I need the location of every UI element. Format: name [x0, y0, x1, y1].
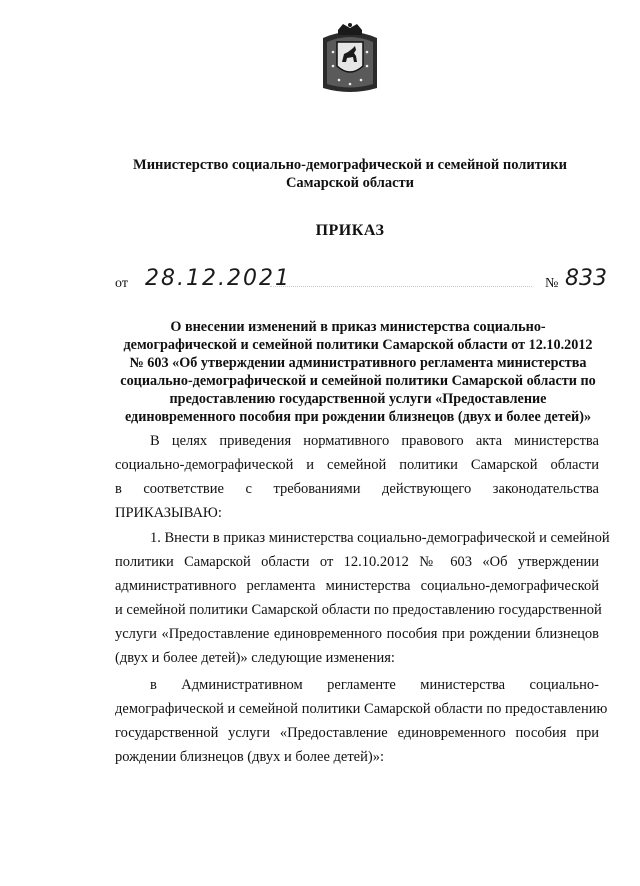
subject-line: социально-демографической и семейной политики Самарской области по — [120, 373, 596, 389]
order-title: ПРИКАЗ — [315, 222, 385, 239]
body-line: демографической и семейной политики Самарской области по предоставлению — [115, 701, 608, 717]
body-line: (двух и более детей)» следующие изменения: — [115, 650, 395, 666]
number-label: № — [545, 276, 559, 291]
subject-line: единовременного пособия при рождении близнецов (двух и более детей)» — [124, 409, 592, 425]
subject-line: предоставлению государственной услуги «Предоставление — [169, 391, 547, 407]
order-number-handwritten: 833 — [565, 266, 607, 291]
body-line: услуги «Предоставление единовременного пособия при рождении близнецов — [115, 626, 599, 642]
ministry-name-line-2: Самарской области — [285, 175, 415, 191]
subject-line: О внесении изменений в приказ министерства социально- — [170, 319, 546, 335]
body-line: политики Самарской области от 12.10.2012 № 603 «Об утверждении — [115, 554, 599, 570]
body-line: В целях приведения нормативного правового акта министерства — [150, 433, 599, 449]
ministry-name-line-1: Министерство социально-демографической и семейной политики — [133, 157, 567, 173]
date-label: от — [115, 276, 128, 291]
body-line: социально-демографической и семейной политики Самарской области — [115, 457, 599, 473]
subject-line: демографической и семейной политики Самарской области от 12.10.2012 — [123, 337, 593, 353]
order-date-handwritten: 28.12.2021 — [145, 266, 291, 291]
body-line: государственной услуги «Предоставление единовременного пособия при — [115, 725, 599, 741]
ministry-name — [60, 156, 640, 192]
body-line: 1. Внести в приказ министерства социально-демографической и семейной — [150, 530, 610, 546]
body-line: и семейной политики Самарской области по предоставлению государственной — [115, 602, 602, 618]
faint-underline — [270, 286, 532, 287]
body-line: в Административном регламенте министерства социально- — [150, 677, 599, 693]
coat-of-arms-icon — [319, 22, 381, 96]
body-line: в соответствие с требованиями действующего законодательства — [115, 481, 599, 497]
body-line: административного регламента министерства социально-демографической — [115, 578, 599, 594]
order-subject — [116, 318, 600, 426]
subject-line: № 603 «Об утверждении административного регламента министерства — [129, 355, 587, 371]
body-line: ПРИКАЗЫВАЮ: — [115, 505, 222, 521]
body-line: рождении близнецов (двух и более детей)»: — [115, 749, 384, 765]
